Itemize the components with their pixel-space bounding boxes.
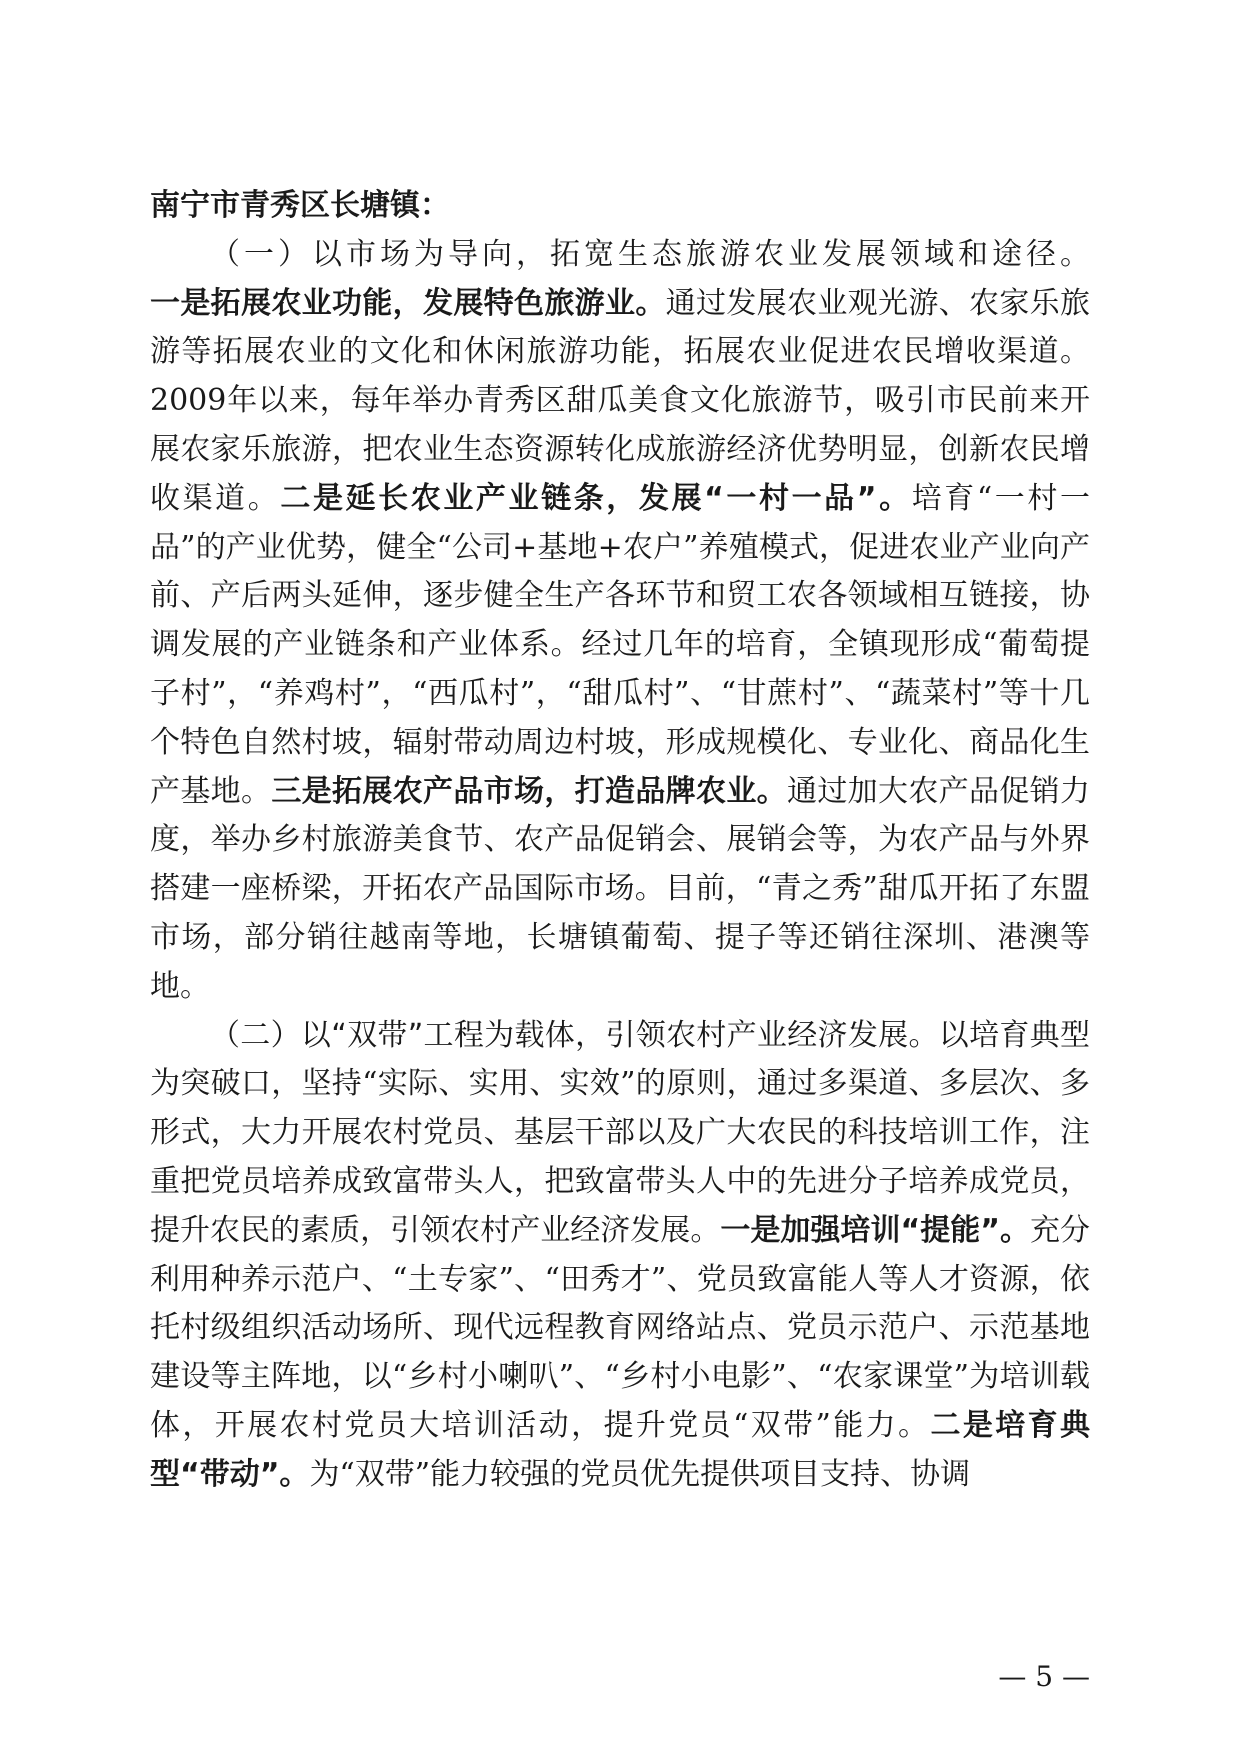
section-1-text-1: 通过发展农业观光游、农家乐旅游等拓展农业的文化和休闲旅游功能，拓展农业促进农民增收渠道。2009年以来，每年举办青秀区甜瓜美食文化旅游节，吸引市民前来开展农家乐旅游，把农业生态资源转化成旅游经济优势明显，创新农民增收渠道。: [150, 285, 1091, 516]
section-2-title: （二）以“双带”工程为载体，引领农村产业经济发展。: [210, 1017, 939, 1053]
location-heading: 南宁市青秀区长塘镇：: [150, 188, 450, 223]
section-2-point-1: 一是加强培训“提能”。: [720, 1212, 1030, 1248]
section-1-point-2: 二是延长农业产业链条，发展“一村一品”。: [280, 480, 912, 516]
section-2-text-2: 为“双带”能力较强的党员优先提供项目支持、协调: [309, 1456, 971, 1492]
section-2-text-1: 充分利用种养示范户、“土专家”、“田秀才”、党员致富能人等人才资源，依托村级组织活动场所、现代远程教育网络站点、党员示范户、示范基地建设等主阵地，以“乡村小喇叭”、“乡村小电影”、“农家课堂”为培训载体，开展农村党员大培训活动，提升党员“双带”能力。: [150, 1212, 1091, 1443]
page-number: — 5 —: [998, 1660, 1090, 1693]
section-1-text-2: 培育“一村一品”的产业优势，健全“公司+基地+农户”养殖模式，促进农业产业向产前、产后两头延伸，逐步健全生产各环节和贸工农各领域相互链接，协调发展的产业链条和产业体系。经过几年的培育，全镇现形成“葡萄提子村”，“养鸡村”，“西瓜村”，“甜瓜村”、“甘蔗村”、“蔬菜村”等十几个特色自然村坡，辐射带动周边村坡，形成规模化、专业化、商品化生产基地。: [150, 480, 1090, 809]
section-1-body: [150, 280, 1090, 1012]
document-body: [150, 182, 1090, 1500]
section-1-title: （一）以市场为导向，拓宽生态旅游农业发展领域和途径。: [210, 236, 1090, 272]
section-2-text-0: 以培育典型为突破口，坚持“实际、实用、实效”的原则，通过多渠道、多层次、多形式，大力开展农村党员、基层干部以及广大农民的科技培训工作，注重把党员培养成致富带头人，把致富带头人中的先进分子培养成党员，提升农民的素质，引领农村产业经济发展。: [150, 1017, 1090, 1248]
section-1-text-3: 通过加大农产品促销力度，举办乡村旅游美食节、农产品促销会、展销会等，为农产品与外界搭建一座桥梁，开拓农产品国际市场。目前，“青之秀”甜瓜开拓了东盟市场，部分销往越南等地，长塘镇葡萄、提子等还销往深圳、港澳等地。: [150, 773, 1091, 1004]
section-2-body: [150, 1012, 1090, 1500]
section-1-point-1: 一是拓展农业功能，发展特色旅游业。: [150, 285, 666, 321]
section-1-point-3: 三是拓展农产品市场，打造品牌农业。: [271, 773, 788, 809]
section-2-point-2: 二是培育典型“带动”。: [150, 1407, 1090, 1492]
